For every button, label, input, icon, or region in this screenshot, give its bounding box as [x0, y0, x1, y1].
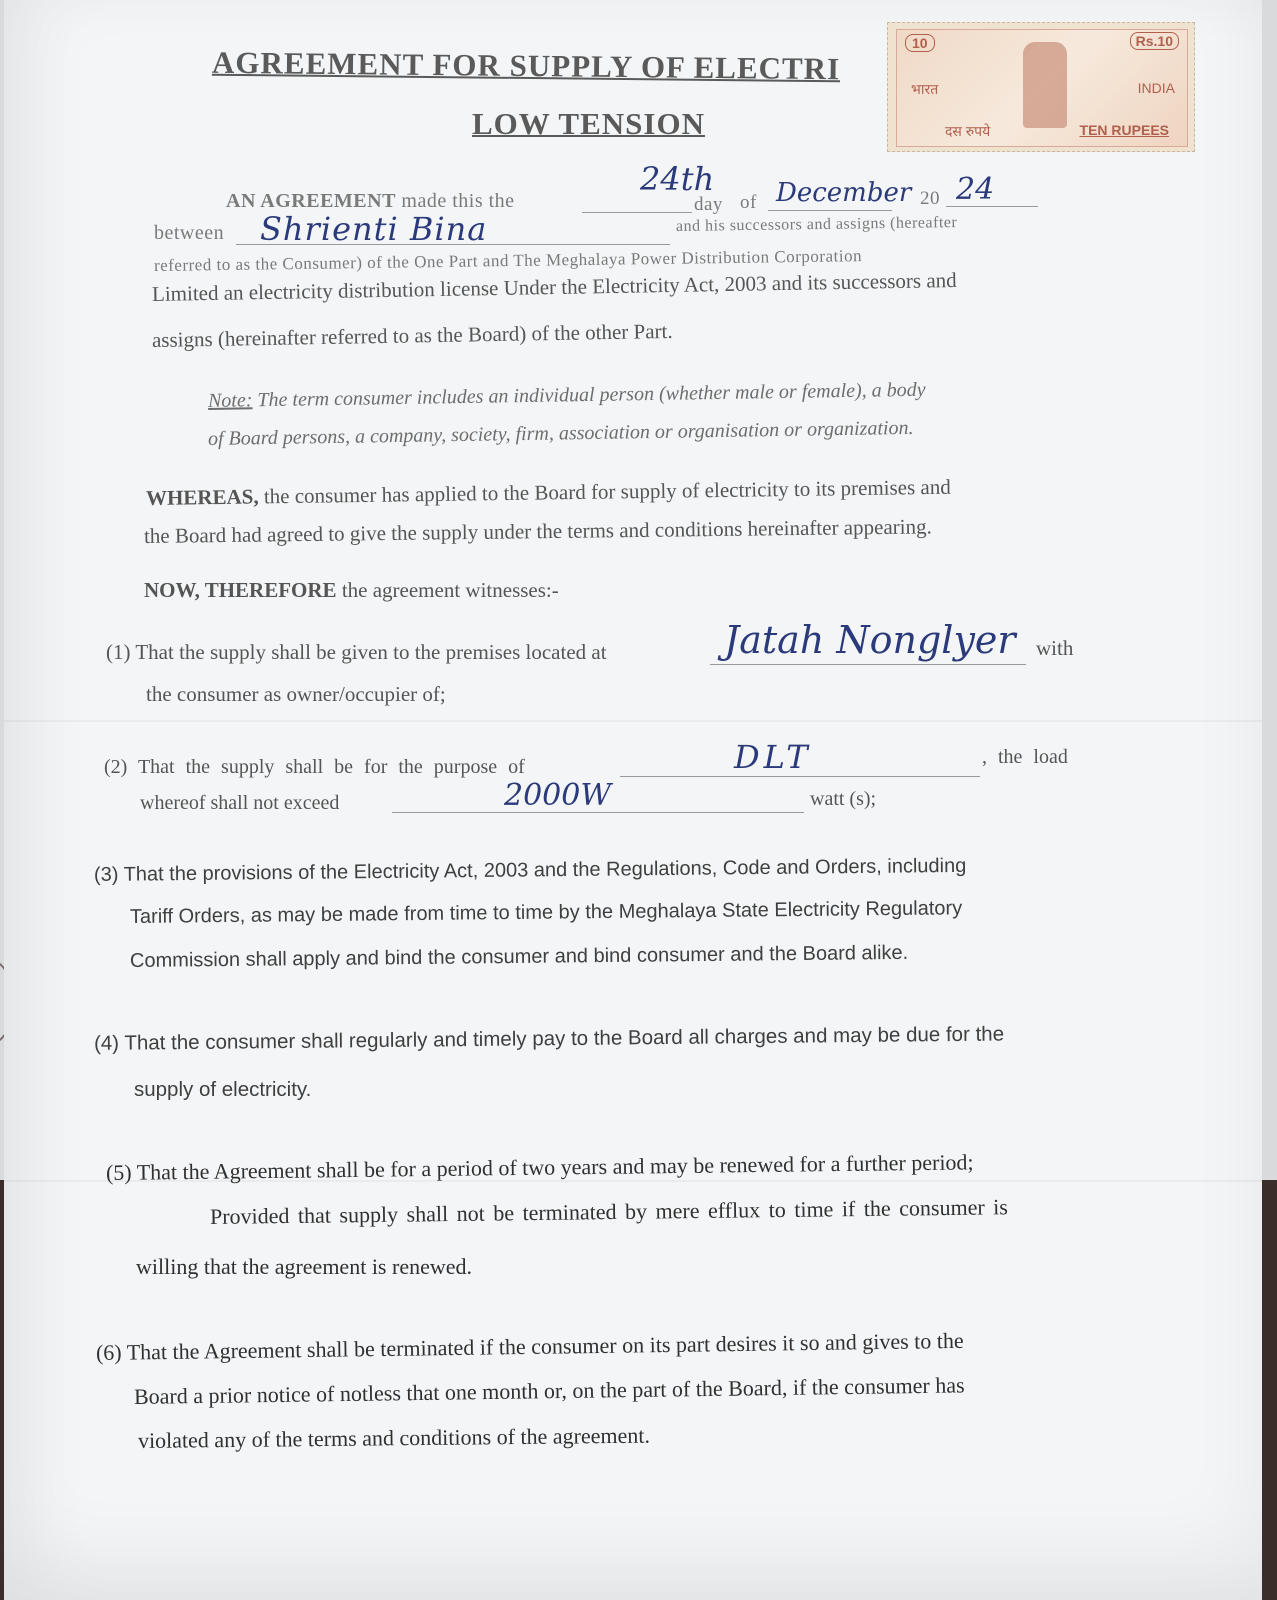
- note-label: Note:: [207, 389, 253, 412]
- between-label: between: [154, 222, 225, 244]
- intro-line4: Limited an electricity distribution license Under the Electricity Act, 2003 and its successors and: [151, 267, 957, 306]
- day-blank: [582, 212, 692, 213]
- revenue-stamp: [887, 22, 1195, 152]
- clause1-with: with: [1036, 636, 1074, 660]
- whereas-line1: [146, 475, 951, 511]
- stamp-value-right: Rs.10: [1130, 32, 1179, 50]
- intro-line5: assigns (hereinafter referred to as the Board) of the other Part.: [151, 318, 673, 352]
- whereas-line2: the Board had agreed to give the supply under the terms and conditions hereinafter appearing.: [143, 514, 932, 548]
- whereas-label: WHEREAS,: [145, 484, 259, 510]
- clause1-line2: the consumer as owner/occupier of;: [146, 682, 446, 706]
- agreement-document: [4, 0, 1262, 1600]
- fold-line: [4, 720, 1262, 722]
- year-prefix: 20: [920, 188, 940, 209]
- clause6-line3: violated any of the terms and conditions of the agreement.: [137, 1422, 651, 1453]
- stamp-value-left: 10: [905, 34, 935, 52]
- stamp-india-label: INDIA: [1137, 80, 1175, 96]
- day-label: day: [694, 194, 723, 215]
- month-blank: [768, 210, 892, 211]
- now-therefore-label: NOW, THEREFORE: [144, 578, 337, 602]
- stamp-hindi-label: भारत: [911, 81, 939, 97]
- handwritten-day: 24th: [640, 160, 715, 198]
- document-subtitle: LOW TENSION: [472, 106, 705, 141]
- handwritten-month: December: [776, 178, 912, 208]
- clause5-line3: willing that the agreement is renewed.: [136, 1254, 472, 1279]
- intro-agreement-label: AN AGREEMENT: [226, 190, 396, 212]
- clause6-line2: Board a prior notice of notless that one month or, on the part of the Board, if the consumer has: [133, 1372, 965, 1409]
- now-therefore-text: the agreement witnesses:-: [341, 578, 559, 602]
- clause3-line1: (3) That the provisions of the Electricity Act, 2003 and the Regulations, Code and Orders, including: [93, 854, 967, 886]
- handwritten-consumer-name: Shrienti Bina: [260, 210, 488, 248]
- clause6-line1: (6) That the Agreement shall be terminated if the consumer on its part desires it so and gives to the: [95, 1327, 964, 1365]
- clause4-line1: (4) That the consumer shall regularly and timely pay to the Board all charges and may be due for the: [93, 1022, 1005, 1055]
- clause5-line1: (5) That the Agreement shall be for a period of two years and may be renewed for a further period;: [105, 1149, 974, 1185]
- note-text-1: The term consumer includes an individual person (whether male or female), a body: [257, 378, 926, 412]
- clause1-line1: (1) That the supply shall be given to the premises located at: [106, 640, 607, 664]
- clause2-the-load: , the load: [982, 746, 1068, 768]
- clause5-line2: Provided that supply shall not be terminated by mere efflux to time if the consumer is: [209, 1194, 1009, 1229]
- clause2-line2: whereof shall not exceed: [140, 792, 340, 814]
- national-emblem-icon: [1023, 42, 1067, 128]
- handwritten-load: 2000W: [504, 778, 612, 813]
- note-line2: of Board persons, a company, society, firm, association or organisation or organization.: [207, 416, 914, 450]
- clause2-line1: (2) That the supply shall be for the purpose of: [104, 756, 525, 778]
- intro-made-this: made this the: [401, 190, 515, 212]
- intro-successors: and his successors and assigns (hereafter: [675, 214, 958, 235]
- note-line1: [208, 379, 926, 413]
- whereas-text-1: the consumer has applied to the Board for supply of electricity to its premises and: [263, 474, 951, 509]
- clause4-line2: supply of electricity.: [134, 1078, 312, 1101]
- premises-blank: [710, 664, 1026, 665]
- of-label: of: [740, 192, 757, 213]
- intro-line3: referred to as the Consumer) of the One Part and The Meghalaya Power Distribution Corporation: [153, 246, 863, 275]
- handwritten-purpose: DLT: [734, 738, 812, 776]
- clause3-line3: Commission shall apply and bind the consumer and bind consumer and the Board alike.: [129, 941, 909, 972]
- now-therefore-line: [144, 578, 559, 603]
- stamp-hindi-value: दस रुपये: [945, 123, 991, 139]
- handwritten-year: 24: [956, 172, 995, 207]
- clause2-watt: watt (s);: [810, 788, 877, 810]
- purpose-blank: [620, 776, 980, 777]
- handwritten-premises: Jatah Nonglyer: [724, 618, 1016, 662]
- document-title: AGREEMENT FOR SUPPLY OF ELECTRI: [211, 44, 841, 87]
- stamp-ten-rupees: TEN RUPEES: [1079, 122, 1169, 138]
- clause3-line2: Tariff Orders, as may be made from time to time by the Meghalaya State Electricity Regulatory: [129, 897, 963, 928]
